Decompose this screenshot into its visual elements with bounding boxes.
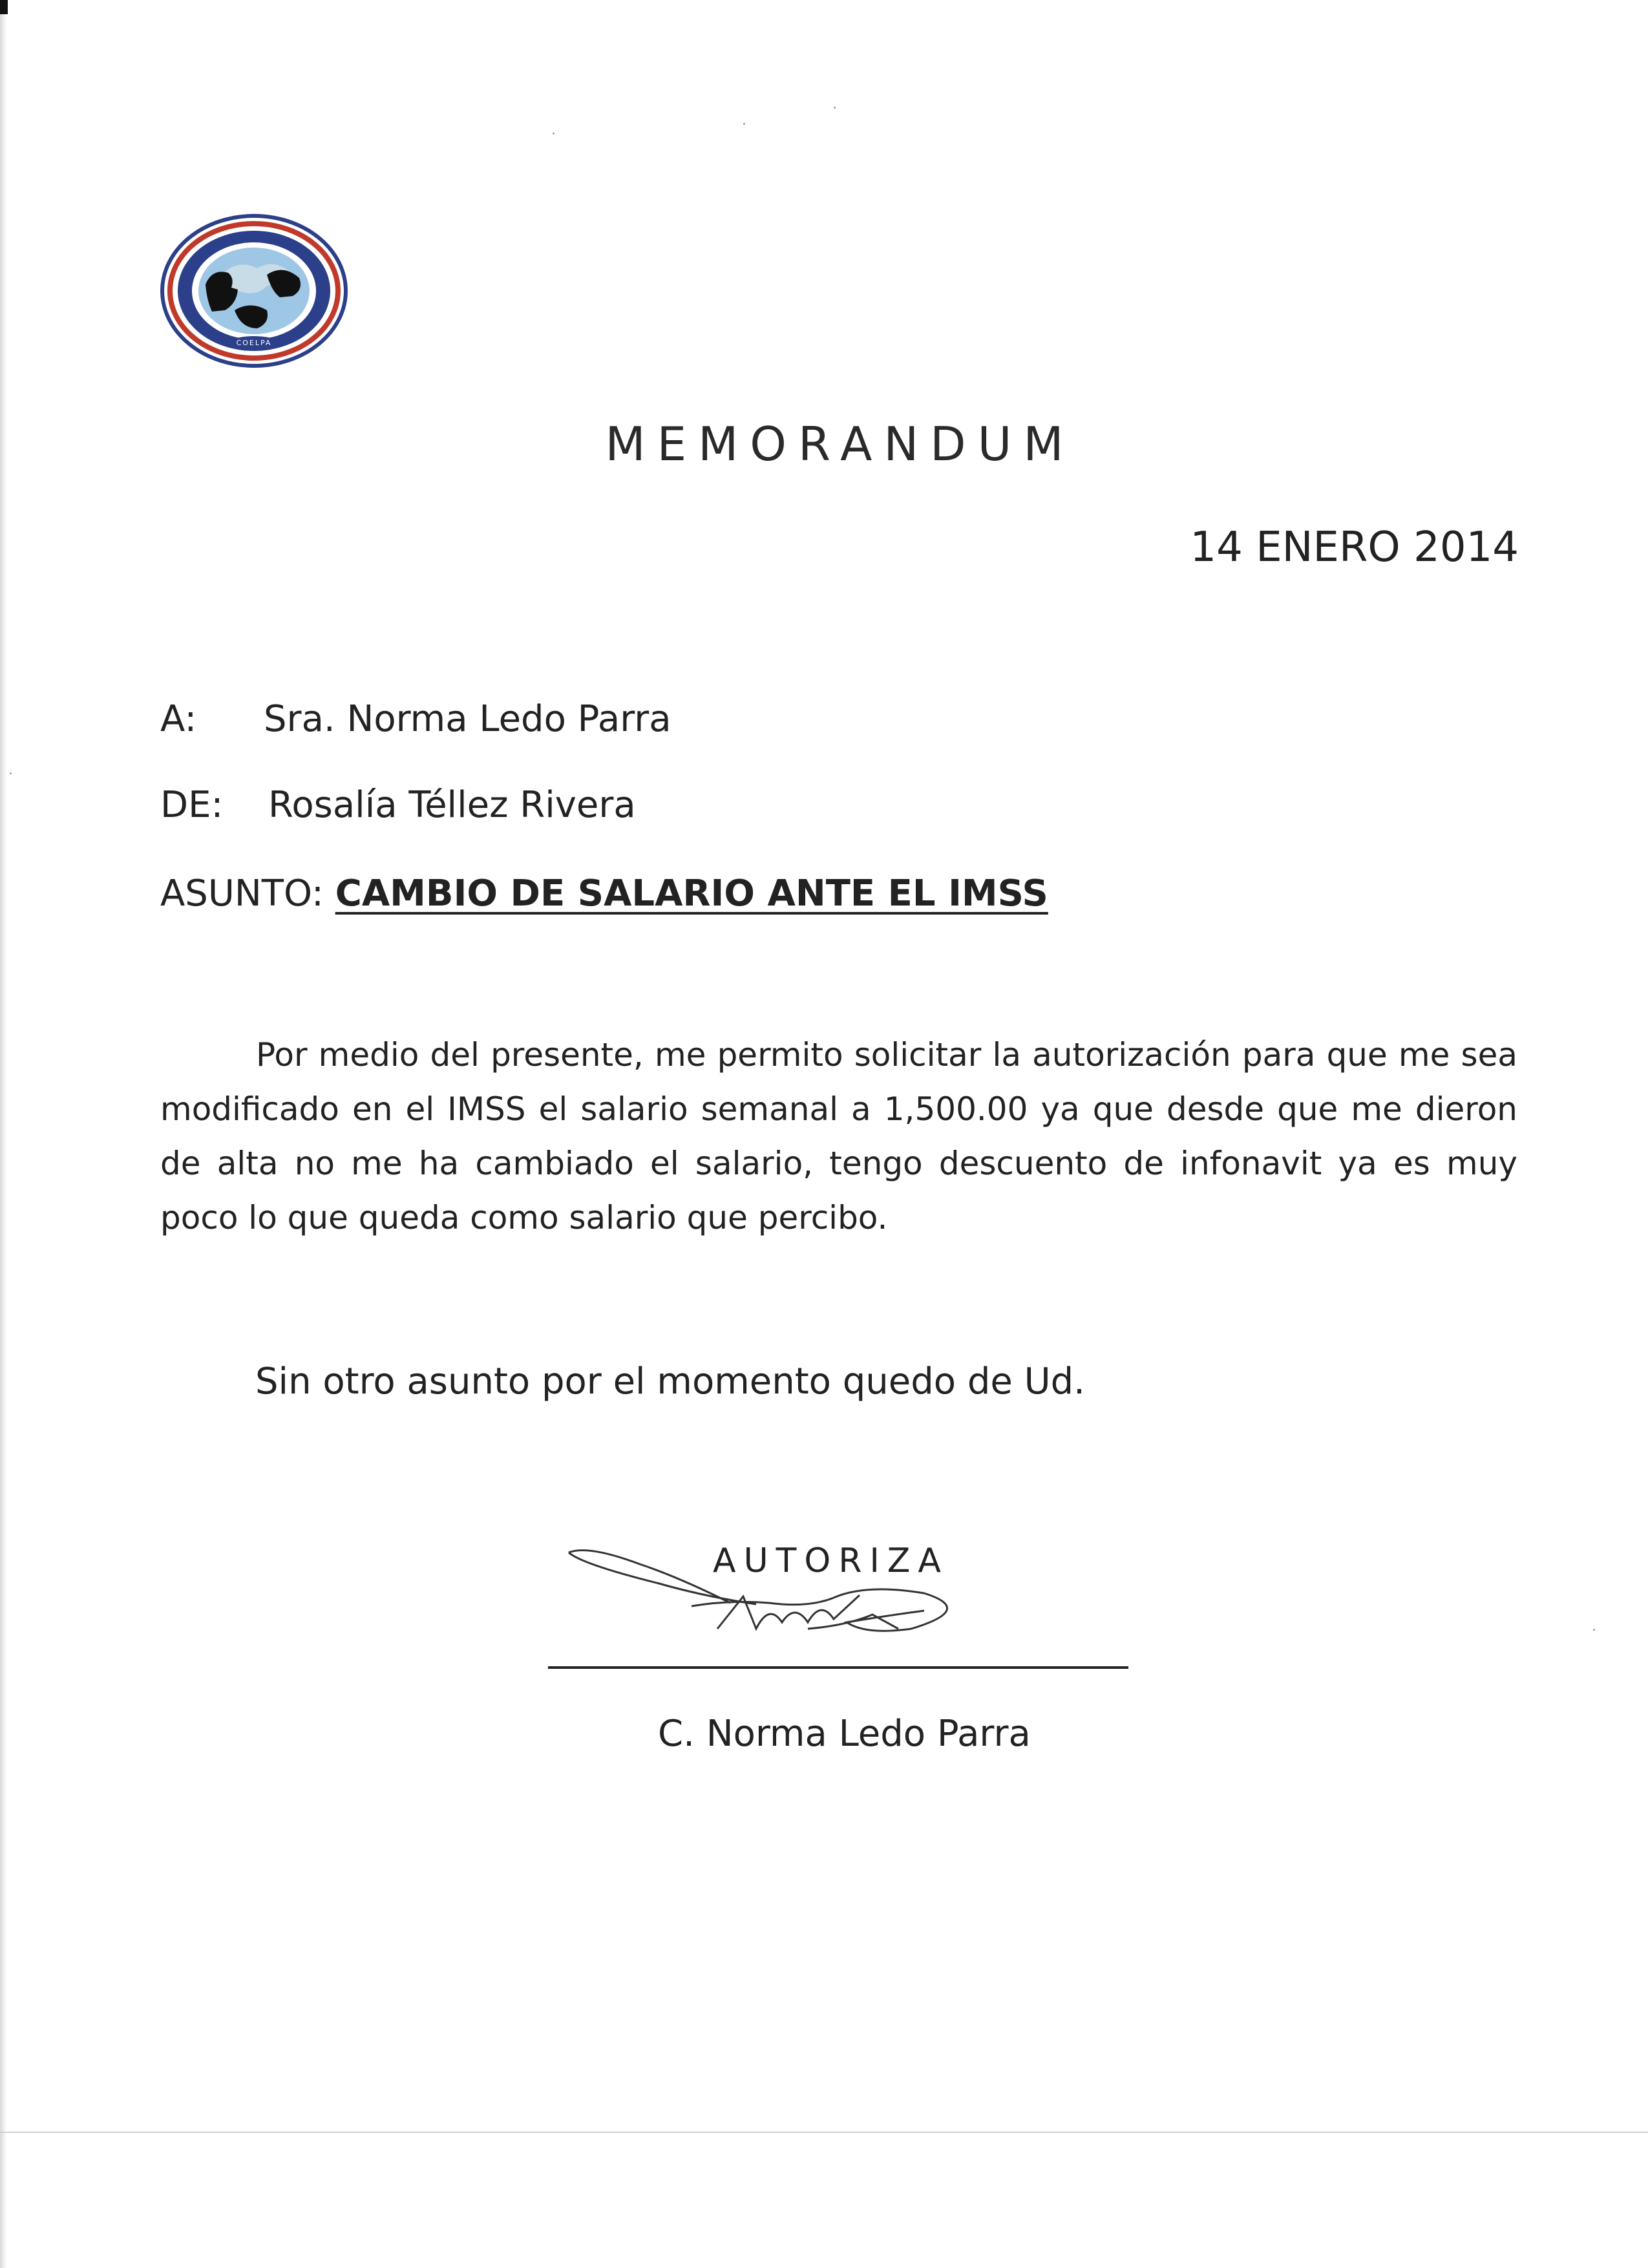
signatory-name: C. Norma Ledo Parra — [658, 1713, 1031, 1755]
memo-date: 14 ENERO 2014 — [1190, 524, 1519, 571]
subject-label: ASUNTO: — [160, 873, 324, 915]
scan-speck — [743, 123, 745, 125]
scan-speck — [553, 132, 555, 134]
subject-value: CAMBIO DE SALARIO ANTE EL IMSS — [335, 873, 1048, 915]
memo-body-text: Por medio del presente, me permito solicitar la autorización para que me sea modificado en el IMSS el salario semanal a 1,500.00 ya que desde que me dieron de alta no me ha cambiado el salario, tengo descuento de infonavit ya es muy poco lo que queda como salario que percibo. — [160, 1036, 1517, 1236]
scan-speck — [10, 772, 12, 774]
company-logo — [160, 213, 348, 368]
to-field — [160, 698, 671, 740]
authorize-label: AUTORIZA — [713, 1542, 949, 1580]
scan-artifact-line — [0, 2132, 1648, 2133]
closing-line: Sin otro asunto por el momento quedo de Ud. — [255, 1361, 1085, 1403]
scan-speck — [1593, 1629, 1595, 1631]
scan-corner-mark — [0, 0, 8, 14]
subject-field — [160, 873, 1048, 915]
to-label: A: — [160, 698, 197, 740]
scan-edge — [0, 0, 6, 2268]
to-value: Sra. Norma Ledo Parra — [264, 698, 671, 740]
from-value: Rosalía Téllez Rivera — [268, 784, 636, 826]
memo-title: MEMORANDUM — [605, 417, 1075, 471]
from-label: DE: — [160, 784, 224, 826]
logo-bottom-text: COELPA — [236, 339, 272, 347]
from-field — [160, 784, 636, 826]
signature-line — [548, 1666, 1128, 1669]
memo-body — [160, 1028, 1517, 1245]
scan-speck — [834, 107, 836, 109]
